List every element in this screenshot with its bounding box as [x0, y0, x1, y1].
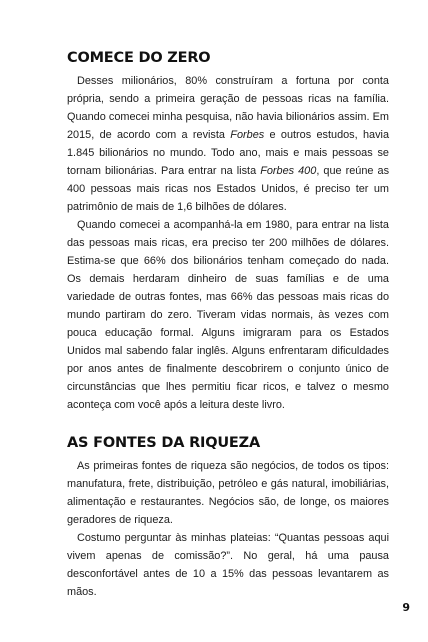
page-body [67, 48, 389, 601]
paragraph-text: Desses milionários, 80% construíram a fortuna por conta própria, sendo a primeira geração de pessoas ricas na família. Quando comecei minha pesquisa, não havia bilionários assim. Em 2015, de acordo com a revista [67, 75, 389, 141]
paragraph-text: e outros estudos, havia 1.845 bilionários no mundo. Todo ano, mais e mais pessoas se tornam bilionárias. Para entrar na lista [67, 129, 390, 177]
section-heading-as-fontes-da-riqueza: AS FONTES DA RIQUEZA [67, 435, 260, 451]
page-number: 9 [402, 601, 410, 614]
paragraph: As primeiras fontes de riqueza são negócios, de todos os tipos: manufatura, frete, distribuição, petróleo e gás natural, imobiliárias, alimentação e restaurantes. Negócios são, de longe, os maiores geradores de riqueza. [67, 460, 389, 526]
italic-text: Forbes [230, 129, 265, 141]
paragraph: Quando comecei a acompanhá-la em 1980, para entrar na lista das pessoas mais ricas, era preciso ter 200 milhões de dólares. Estima-se que 66% dos bilionários tenham começado do nada. Os demais herdaram dinheiro de suas famílias e de uma variedade de outras fontes, mas 66% das pessoas mais ricas do mundo partiram do zero. Tiveram vidas normais, às vezes com pouca educação formal. Alguns imigraram para os Estados Unidos mal sabendo falar inglês. Alguns enfrentaram dificuldades por anos antes de finalmente descobrirem o conjunto único de circunstâncias que lhes permitiu ficar ricos, e talvez o mesmo aconteça com você após a leitura deste livro. [67, 219, 389, 411]
paragraph [67, 72, 389, 216]
section-heading-comece-do-zero: COMECE DO ZERO [67, 50, 211, 66]
italic-text: Forbes 400 [260, 165, 317, 177]
paragraph: Costumo perguntar às minhas plateias: “Quantas pessoas aqui vivem apenas de comissão?”. No geral, há uma pausa desconfortável antes de 10 a 15% das pessoas levantarem as mãos. [67, 532, 389, 598]
paragraph-text: , que reúne as 400 pessoas mais ricas nos Estados Unidos, é preciso ter um patrimônio de mais de 1,6 bilhões de dólares. [67, 165, 390, 213]
